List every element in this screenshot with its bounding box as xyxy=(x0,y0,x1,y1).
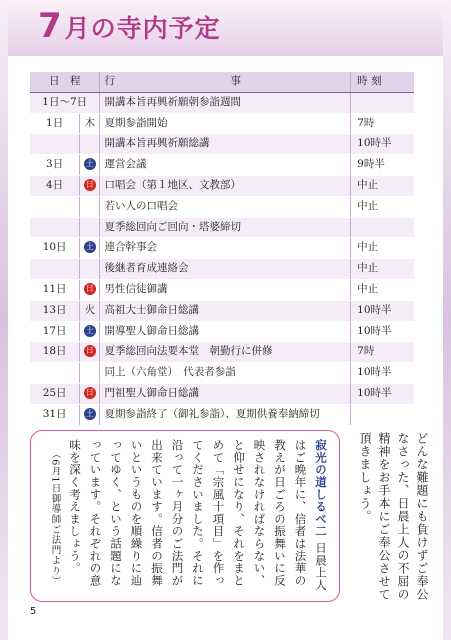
row-date: 13日 xyxy=(30,300,80,321)
row-event: 夏期参詣開始 xyxy=(100,113,351,134)
row-time: 10時半 xyxy=(351,363,414,384)
guidance-body: 日晨上人はご晩年に、信者は法華の教えが日ごろの振舞いに反映されなければならない、と仰せになり、それをまとめて「宗風十項目」を作ってくださいました。それに沿って一ヶ月分のご法門が出来ています。信者の振舞いというものを順繰りに辿ってゆく、という話題になっています。それぞれの意味を深く考えましょう。 xyxy=(68,439,328,592)
table-row xyxy=(30,175,414,196)
row-event: 夏季総回向法要本堂 朝勤行に併修 xyxy=(100,342,351,363)
page-title: 7月の寺内予定 xyxy=(38,6,221,46)
row-weekday: 木 xyxy=(80,113,100,134)
row-time: 7時 xyxy=(351,113,414,134)
row-event: 口唱会（第１地区、文教部） xyxy=(100,175,351,196)
row-date: 1日 xyxy=(30,113,80,134)
guidance-title: 寂光の道しるべ二 xyxy=(314,439,328,538)
row-date xyxy=(30,134,80,155)
table-header-row xyxy=(30,72,414,92)
right-decor-band xyxy=(443,0,451,640)
header-time: 時 刻 xyxy=(351,72,414,92)
row-weekday xyxy=(80,155,100,176)
row-date: 31日 xyxy=(30,404,80,425)
row-date: 10日 xyxy=(30,238,80,259)
row-time: 10時半 xyxy=(351,134,414,155)
table-row xyxy=(30,363,414,384)
row-weekday: 火 xyxy=(80,300,100,321)
sunday-badge: 日 xyxy=(85,346,94,356)
row-date: 18日 xyxy=(30,342,80,363)
left-decor-band xyxy=(0,0,8,640)
table-row xyxy=(30,259,414,280)
row-event: 同上（六角堂） 代表者参詣 xyxy=(100,363,351,384)
row-event: 開講本旨再興祈願朝参詣週間 xyxy=(100,92,351,113)
sunday-badge: 日 xyxy=(85,387,94,397)
row-weekday xyxy=(80,175,100,196)
table-row xyxy=(30,383,414,404)
saturday-badge: 土 xyxy=(85,408,94,418)
sunday-badge: 日 xyxy=(85,179,94,189)
row-time: 10時半 xyxy=(351,383,414,404)
row-time: 中止 xyxy=(351,279,414,300)
table-row xyxy=(30,134,414,155)
row-time xyxy=(351,217,414,238)
guidance-box xyxy=(30,430,340,602)
saturday-badge: 土 xyxy=(85,325,94,335)
saturday-badge: 土 xyxy=(85,242,94,252)
table-row xyxy=(30,404,414,425)
page-number: 5 xyxy=(30,606,37,617)
table-row xyxy=(30,238,414,259)
row-event: 連合幹事会 xyxy=(100,238,351,259)
row-event: 若い人の口唱会 xyxy=(100,196,351,217)
row-date xyxy=(30,217,80,238)
row-date: 11日 xyxy=(30,279,80,300)
row-weekday xyxy=(80,196,100,217)
closing-message: どんな難題にも負けずご奉公なさった、日晨上人の不屈の精神をお手本にご奉公させて頂きましょう。 xyxy=(358,432,429,601)
row-time xyxy=(351,404,414,425)
row-date: 25日 xyxy=(30,383,80,404)
table-row xyxy=(30,321,414,342)
row-weekday xyxy=(80,383,100,404)
row-weekday xyxy=(80,134,100,155)
row-event: 高祖大士御命日総講 xyxy=(100,300,351,321)
table-row xyxy=(30,196,414,217)
row-weekday xyxy=(80,363,100,384)
row-time: 10時半 xyxy=(351,300,414,321)
row-date: 4日 xyxy=(30,175,80,196)
row-date: 3日 xyxy=(30,155,80,176)
row-time: 中止 xyxy=(351,175,414,196)
row-time: 中止 xyxy=(351,196,414,217)
row-event: 運営会議 xyxy=(100,155,351,176)
row-time: 中止 xyxy=(351,238,414,259)
row-weekday xyxy=(80,279,100,300)
row-time: 10時半 xyxy=(351,321,414,342)
table-row xyxy=(30,113,414,134)
row-weekday xyxy=(80,321,100,342)
table-row xyxy=(30,155,414,176)
saturday-badge: 土 xyxy=(85,159,94,169)
table-row xyxy=(30,300,414,321)
sunday-badge: 日 xyxy=(85,283,94,293)
row-event: 開導聖人御命日総講 xyxy=(100,321,351,342)
header-date: 日 程 xyxy=(30,72,100,92)
row-weekday xyxy=(80,404,100,425)
row-date: 17日 xyxy=(30,321,80,342)
row-date: 1日～7日 xyxy=(30,92,100,113)
row-time: 9時半 xyxy=(351,155,414,176)
row-event: 夏期参詣終了（御礼参詣）、夏期供養奉納締切 xyxy=(100,404,351,425)
row-event: 開講本旨再興祈願総講 xyxy=(100,134,351,155)
row-weekday xyxy=(80,342,100,363)
row-date xyxy=(30,196,80,217)
table-row xyxy=(30,342,414,363)
row-weekday xyxy=(80,259,100,280)
table-row xyxy=(30,92,414,113)
guidance-text-column xyxy=(33,439,331,595)
row-time: 中止 xyxy=(351,259,414,280)
title-banner xyxy=(8,0,443,56)
row-date xyxy=(30,259,80,280)
row-date xyxy=(30,363,80,384)
row-event: 男性信徒御講 xyxy=(100,279,351,300)
guidance-source: （6月1日御導師ご法門より） xyxy=(49,449,61,587)
table-row xyxy=(30,217,414,238)
schedule-body xyxy=(30,92,414,425)
row-time xyxy=(351,92,414,113)
header-event: 行 事 xyxy=(100,72,351,92)
row-event: 後継者育成連絡会 xyxy=(100,259,351,280)
table-row xyxy=(30,279,414,300)
row-event: 門祖聖人御命日総講 xyxy=(100,383,351,404)
row-weekday xyxy=(80,217,100,238)
row-weekday xyxy=(80,238,100,259)
row-time: 7時 xyxy=(351,342,414,363)
schedule-table xyxy=(30,72,414,426)
row-event: 夏季総回向ご回向・塔婆締切 xyxy=(100,217,351,238)
